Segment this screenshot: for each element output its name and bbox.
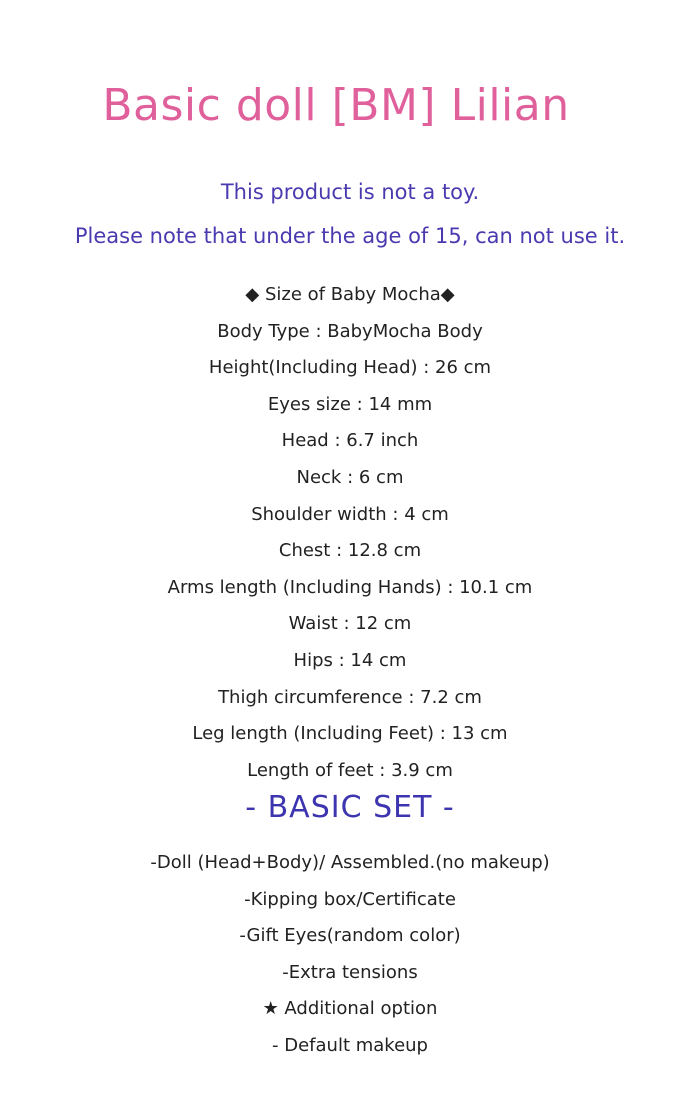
spec-thigh-circumference: Thigh circumference : 7.2 cm xyxy=(218,686,482,708)
notice-age-restriction: Please note that under the age of 15, can not use it. xyxy=(74,224,626,248)
basic-set-list xyxy=(0,850,700,1070)
spec-arms-length: Arms length (Including Hands) : 10.1 cm xyxy=(167,576,533,598)
spec-neck: Neck : 6 cm xyxy=(296,466,404,488)
set-item-gift-eyes: -Gift Eyes(random color) xyxy=(239,925,461,947)
spec-length-of-feet: Length of feet : 3.9 cm xyxy=(247,759,453,781)
set-item-box-certificate: -Kipping box/Certificate xyxy=(244,888,456,910)
spec-body-type: Body Type : BabyMocha Body xyxy=(217,320,483,342)
notice-not-a-toy: This product is not a toy. xyxy=(220,180,480,204)
spec-height: Height(Including Head) : 26 cm xyxy=(208,357,492,379)
spec-leg-length: Leg length (Including Feet) : 13 cm xyxy=(192,723,508,745)
spec-eyes-size: Eyes size : 14 mm xyxy=(267,393,433,415)
set-item-additional-option: ★ Additional option xyxy=(262,998,438,1020)
set-item-doll: -Doll (Head+Body)/ Assembled.(no makeup) xyxy=(150,852,550,873)
product-title: Basic doll [BM] Lilian xyxy=(102,80,570,131)
spec-waist: Waist : 12 cm xyxy=(288,613,412,635)
set-item-default-makeup: - Default makeup xyxy=(272,1034,428,1056)
spec-section-heading: ◆ Size of Baby Mocha◆ xyxy=(245,284,455,305)
basic-set-heading: - BASIC SET - xyxy=(245,790,455,825)
set-item-extra-tensions: -Extra tensions xyxy=(282,961,418,983)
spec-head: Head : 6.7 inch xyxy=(281,430,419,452)
spec-shoulder-width: Shoulder width : 4 cm xyxy=(251,503,449,525)
spec-chest: Chest : 12.8 cm xyxy=(278,540,422,562)
spec-hips: Hips : 14 cm xyxy=(293,649,407,671)
size-spec-list xyxy=(0,282,700,794)
